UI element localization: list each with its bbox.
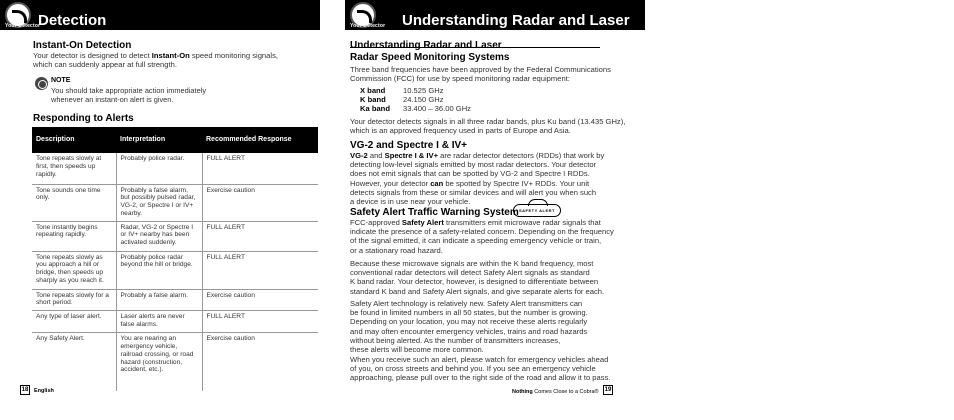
right-header-bar bbox=[345, 0, 645, 30]
cell-interpretation: Probably police radar. bbox=[116, 153, 202, 184]
cell-interpretation: Radar, VG-2 or Spectre I or IV+ nearby has been activated suddenly. bbox=[116, 221, 202, 251]
safety-paragraph-4: When you receive such an alert, please watch for emergency vehicles ahead of you, on cross streets and behind you. If you see an emergency vehicle approaching, please pull over to the right side of the road and allow it to pass. bbox=[350, 355, 611, 383]
instant-on-heading: Instant-On Detection bbox=[33, 40, 132, 51]
cell-response: FULL ALERT bbox=[202, 311, 318, 333]
left-page bbox=[0, 0, 320, 420]
radar-detail: Your detector detects signals in all three radar bands, plus Ku band (13.435 GHz), which is an approved frequency used in parts of Europe and Asia. bbox=[350, 117, 626, 136]
footer-language: English bbox=[34, 388, 54, 394]
page-title: Understanding Radar and Laser bbox=[402, 12, 630, 29]
cell-description: Any type of laser alert. bbox=[32, 311, 116, 333]
responding-heading: Responding to Alerts bbox=[33, 113, 134, 124]
cell-description: Tone repeats slowly at first, then speeds up rapidly. bbox=[32, 153, 116, 184]
list-item: X band 10.525 GHz bbox=[360, 86, 444, 95]
cell-description: Tone repeats slowly for a short period. bbox=[32, 289, 116, 311]
safety-heading: Safety Alert Traffic Warning System bbox=[350, 207, 519, 218]
cell-response: Exercise caution bbox=[202, 184, 318, 221]
table-row bbox=[32, 251, 318, 289]
safety-paragraph-3: Safety Alert technology is relatively new. Safety Alert transmitters can be found in limited numbers in all 50 states, but the number is growing. Depending on your location, you may not receive these alerts regularly and may often encounter emergency vehicles, trains and road hazards without being alerted. As the number of transmitters increases, these alerts will become more common. bbox=[350, 299, 588, 355]
note-icon bbox=[35, 77, 48, 90]
cell-interpretation: Probably a false alarm, but possibly pulsed radar, VG-2, or Spectre I or IV+ nearby. bbox=[116, 184, 202, 221]
radar-heading: Radar Speed Monitoring Systems bbox=[350, 52, 510, 63]
page-number: 18 bbox=[21, 387, 29, 393]
cell-response: FULL ALERT bbox=[202, 153, 318, 184]
subhead: Understanding Radar and Laser bbox=[350, 40, 502, 51]
cell-description: Tone instantly begins repeating rapidly. bbox=[32, 221, 116, 251]
table-row bbox=[32, 311, 318, 333]
cell-interpretation: You are nearing an emergency vehicle, railroad crossing, or road hazard (construction, accident, etc.). bbox=[116, 333, 202, 391]
cell-description: Any Safety Alert. bbox=[36, 335, 85, 343]
vg2-text: VG-2 and Spectre I & IV+ are radar detector detectors (RDDs) that work by detecting low-level signals emitted by most radar detectors. Your detector does not emit signals that can be spotted by VG-2 and Spectre I RDDs. However, your detector can be spotted by Spectre IV+ RDDs. Your unit detects signals from these or similar devices and will alert you when such a device is in use near your vehicle. bbox=[350, 151, 605, 207]
cell-response: Exercise caution bbox=[202, 333, 318, 391]
table-header-row bbox=[32, 127, 318, 153]
cell-response: FULL ALERT bbox=[202, 221, 318, 251]
table-row bbox=[32, 221, 318, 251]
safety-text: FCC-approved Safety Alert transmitters emit microwave radar signals that indicate the presence of a safety-related concern. Depending on the frequency of the signal emitted, it can indicate a speeding emergency vehicle or train, or a stationary road hazard. bbox=[350, 218, 614, 255]
cell-description: Tone sounds one time only. bbox=[32, 184, 116, 221]
cell-interpretation: Probably police radar beyond the hill or bridge. bbox=[116, 251, 202, 289]
cell-description: Tone repeats slowly as you approach a hill or bridge, then speeds up sharply as you reach it. bbox=[32, 251, 116, 289]
vg2-heading: VG-2 and Spectre I & IV+ bbox=[350, 140, 467, 151]
note-label: NOTE bbox=[51, 77, 71, 84]
radar-intro: Three band frequencies have been approved by the Federal Communications Commission (FCC) for use by speed monitoring radar equipment: bbox=[350, 65, 611, 84]
section-badge: Your Detector bbox=[5, 23, 41, 29]
list-item: K band 24.150 GHz bbox=[360, 95, 444, 105]
cell-response: FULL ALERT bbox=[202, 251, 318, 289]
section-badge: Your Detector bbox=[350, 23, 386, 29]
col-description: Description bbox=[32, 127, 116, 153]
cell-interpretation: Laser alerts are never false alarms. bbox=[116, 311, 202, 333]
table-row bbox=[32, 333, 318, 391]
instant-on-text: Your detector is designed to detect Instant-On speed monitoring signals, which can suddenly appear at full strength. bbox=[33, 51, 278, 70]
list-item: Ka band 33.400 – 36.00 GHz bbox=[360, 104, 471, 114]
col-interpretation: Interpretation bbox=[116, 127, 202, 153]
table-row bbox=[32, 184, 318, 221]
subhead-rule bbox=[350, 47, 600, 48]
safety-paragraph-2: Because these microwave signals are within the K band frequency, most conventional radar detectors will detect Safety Alert signals as standard K band radar. Your detector, however, is designed to differentiate between standard K band and Safety Alert signals, and give separate alerts for each. bbox=[350, 259, 605, 296]
note-text: You should take appropriate action immediately whenever an instant-on alert is given. bbox=[51, 86, 207, 104]
table-row bbox=[32, 289, 318, 311]
cell-interpretation: Probably a false alarm. bbox=[116, 289, 202, 311]
band-list bbox=[360, 86, 471, 114]
alerts-table bbox=[32, 127, 318, 391]
safety-alert-logo-icon: SAFETY ALERT bbox=[513, 204, 561, 217]
left-header-bar bbox=[0, 0, 320, 30]
page-title: Detection bbox=[38, 12, 107, 29]
page-number: 19 bbox=[604, 387, 612, 393]
table-row bbox=[32, 153, 318, 184]
col-response: Recommended Response bbox=[202, 127, 318, 153]
footer-slogan: Nothing Comes Close to a Cobra® bbox=[512, 389, 599, 395]
cell-response: Exercise caution bbox=[202, 289, 318, 311]
